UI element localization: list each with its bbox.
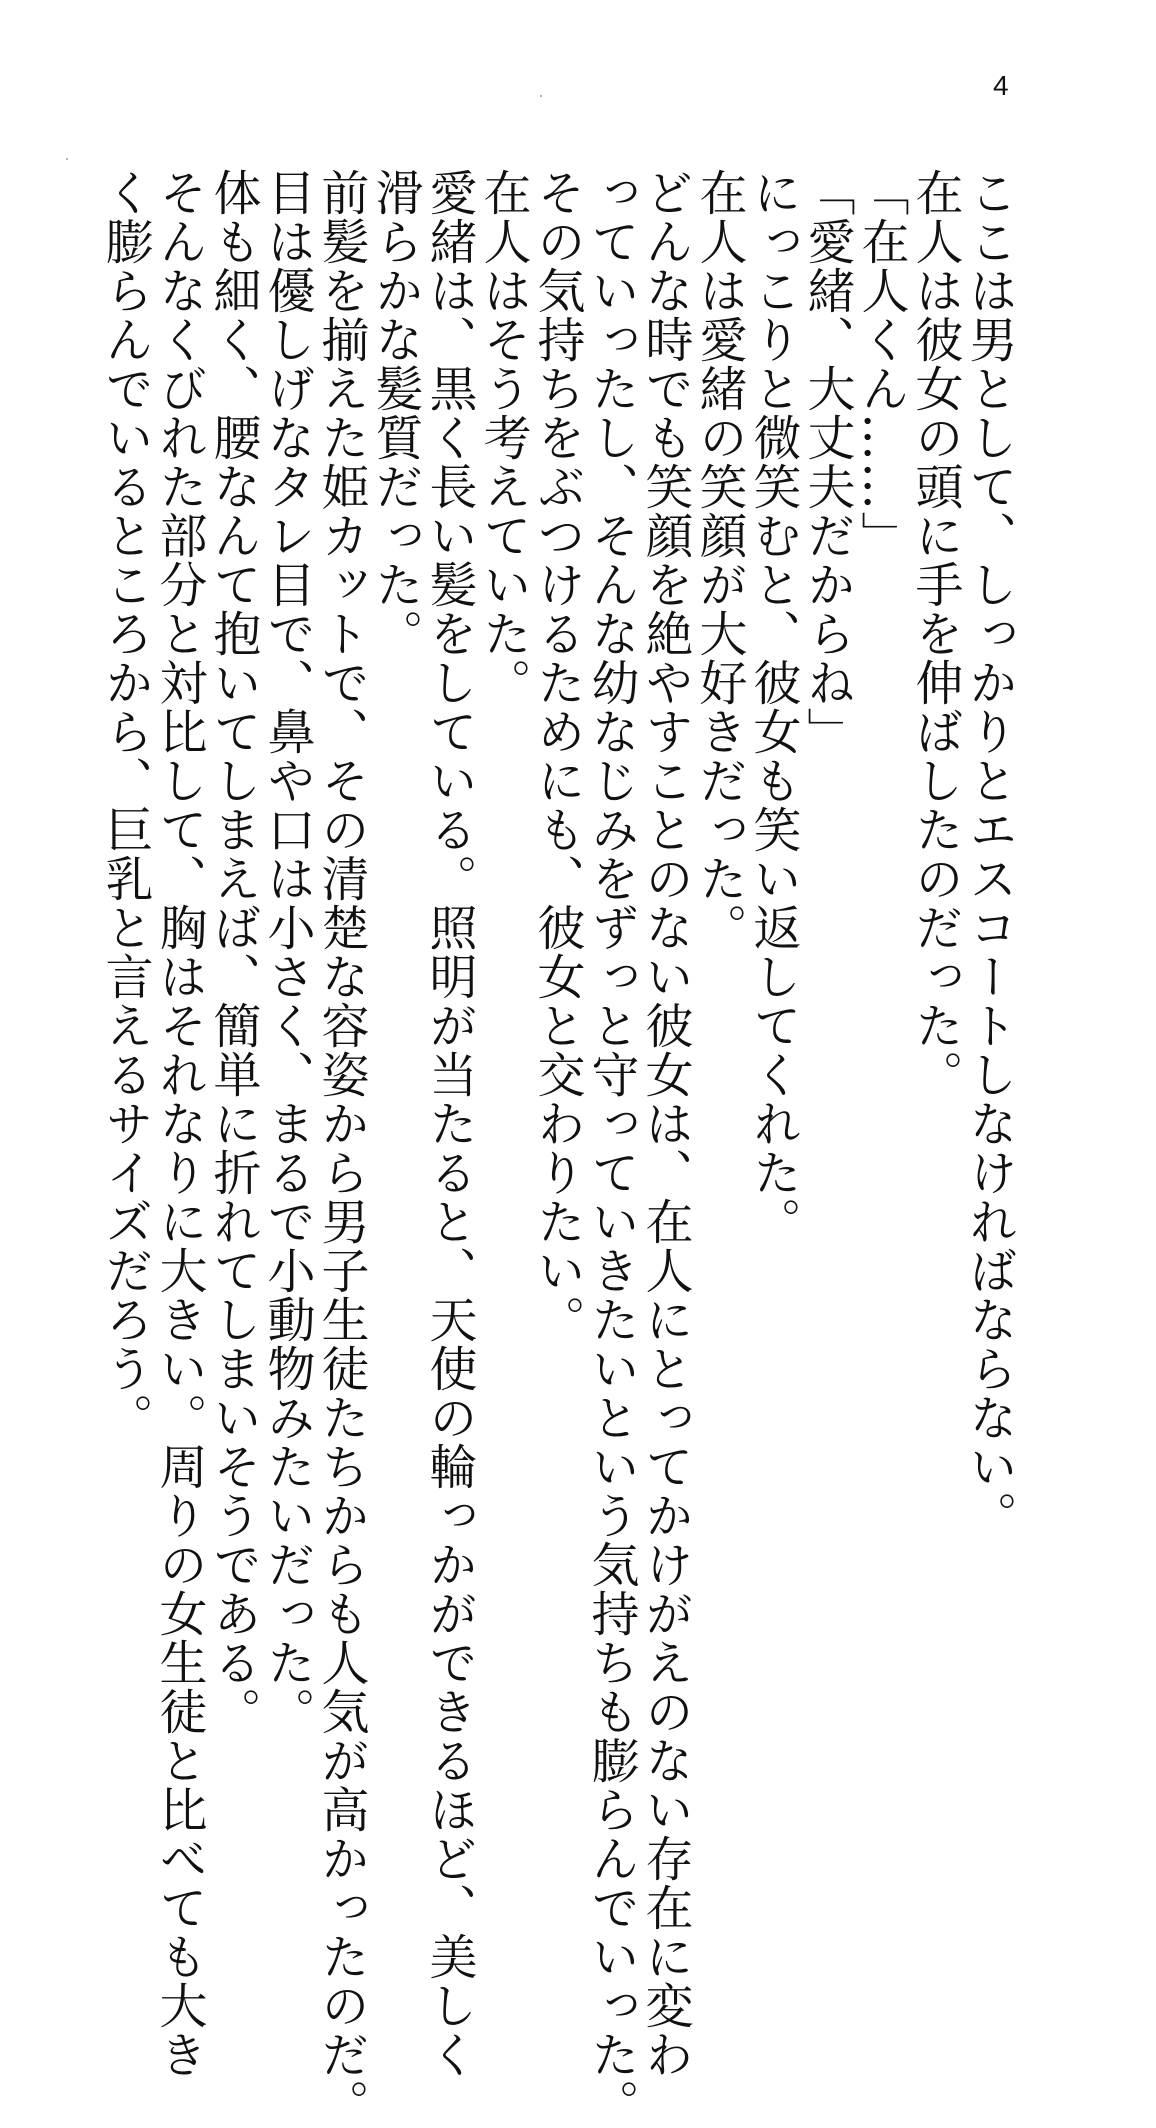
text-line: 在人は愛緒の笑顔が大好きだった。 (691, 168, 747, 952)
text-line: く膨らんでいるところから、巨乳と言えるサイズだろう。 (97, 168, 153, 1442)
scan-speck (540, 95, 542, 97)
text-line: そんなくびれた部分と対比して、胸はそれなりに大きい。周りの女生徒と比べても大き (151, 168, 207, 2079)
text-line: 体も細く、腰なんて抱いてしまえば、簡単に折れてしまいそうである。 (205, 168, 261, 1736)
text-line: っていったし、そんな幼なじみをずっと守っていきたいという気持ちも膨らんでいった。 (583, 168, 639, 2128)
text-line: 滑らかな髪質だった。 (367, 168, 423, 658)
text-line: ここは男として、しっかりとエスコートしなければならない。 (961, 168, 1017, 1540)
text-line: 「愛緒、大丈夫だからね」 (799, 168, 855, 756)
text-line: 目は優しげなタレ目で、鼻や口は小さく、まるで小動物みたいだった。 (259, 168, 315, 1736)
scan-speck (66, 158, 68, 160)
text-line: 愛緒は、黒く長い髪をしている。照明が当たると、天使の輪っかができるほど、美しく (421, 168, 477, 2079)
text-line: その気持ちをぶつけるためにも、彼女と交わりたい。 (529, 168, 585, 1344)
text-line: 前髪を揃えた姫カットで、その清楚な容姿から男子生徒たちからも人気が高かったのだ。 (313, 168, 369, 2128)
page-number: 4 (993, 70, 1009, 101)
text-line: どんな時でも笑顔を絶やすことのない彼女は、在人にとってかけがえのない存在に変わ (637, 168, 693, 2079)
text-line: 在人はそう考えていた。 (475, 168, 531, 707)
text-line: 在人は彼女の頭に手を伸ばしたのだった。 (907, 168, 963, 1099)
text-line: 「在人くん……」 (853, 168, 909, 560)
text-line: にっこりと微笑むと、彼女も笑い返してくれた。 (745, 168, 801, 1246)
vertical-text-block (97, 168, 1017, 2128)
